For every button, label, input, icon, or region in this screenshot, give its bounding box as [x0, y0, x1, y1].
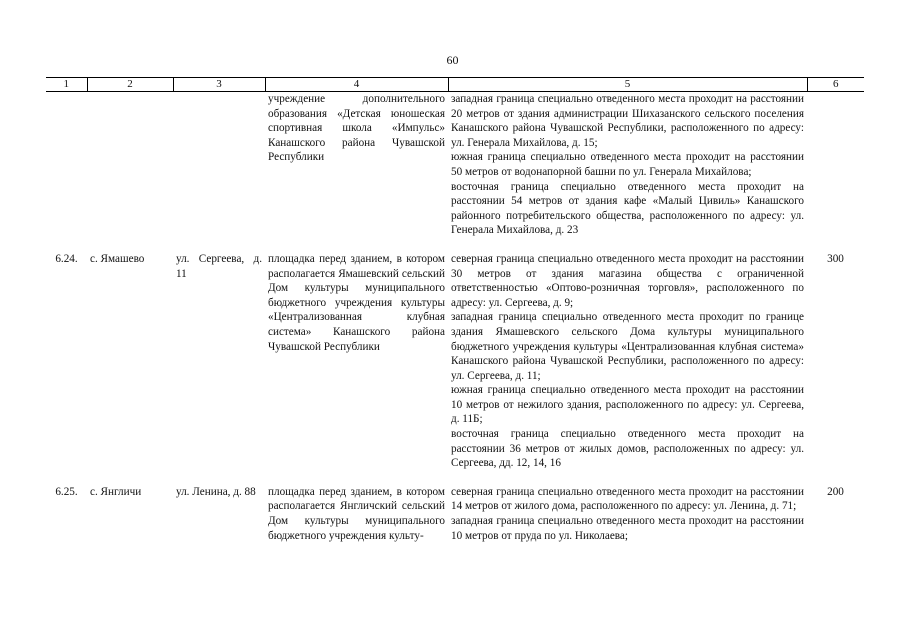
- column-header: 4: [265, 78, 448, 92]
- row-number: 6.25.: [55, 485, 78, 498]
- column-header: 6: [807, 78, 864, 92]
- boundary-paragraph: южная граница специально отведенного места проходит на расстоянии 50 метров от водонапорной башни по ул. Генерала Михайлова;: [451, 151, 804, 178]
- street-address: [173, 92, 265, 252]
- document-table: [46, 77, 864, 557]
- row-number: 6.24.: [55, 252, 78, 265]
- page-number: 60: [446, 53, 459, 67]
- row-number: [46, 92, 87, 252]
- place-count: 200: [827, 485, 844, 498]
- boundaries-cell: [448, 92, 807, 252]
- column-header: 3: [173, 78, 265, 92]
- column-header: 2: [87, 78, 173, 92]
- place-count: 300: [827, 252, 844, 265]
- object-description: площадка перед зданием, в котором располагается Ямашевский сельский Дом культуры муниципального бюджетного учреждения культуры «Централизованная клубная система» Канашского района Чувашской Республики: [268, 252, 445, 353]
- table-row: [46, 92, 864, 252]
- place-count: [807, 92, 864, 252]
- boundary-paragraph: западная граница специально отведенного места проходит на расстоянии 10 метров от пруда по ул. Николаева;: [451, 515, 804, 542]
- boundary-paragraph: западная граница специально отведенного места проходит по границе здания Ямашевского сельского Дома культуры муниципального бюджетного учреждения культуры «Централизованная клубная система» Канашского района Чувашской Республики, расположенного по адресу: ул. Сергеева, д. 11;: [451, 311, 804, 382]
- boundary-paragraph: восточная граница специально отведенного места проходит на расстоянии 36 метров от жилых домов, расположенных по адресу: ул. Сергеева, дд. 12, 14, 16: [451, 428, 804, 470]
- column-header: 5: [448, 78, 807, 92]
- table-row: [46, 252, 864, 485]
- settlement-name: с. Ямашево: [90, 252, 145, 265]
- object-description: учреждение дополнительного образования «Детская юношеская спортивная школа «Импульс» Канашского района Чувашской Республики: [268, 93, 445, 164]
- table-body: [46, 92, 864, 558]
- boundaries-cell: [448, 485, 807, 557]
- boundary-paragraph: северная граница специально отведенного места проходит на расстоянии 14 метров от жилого дома, расположенного по адресу: ул. Ленина, д. 71;: [451, 485, 804, 513]
- object-description: площадка перед зданием, в котором располагается Янгличский сельский Дом культуры муниципального бюджетного учреждения культу-: [268, 485, 445, 542]
- settlement-name: с. Янгличи: [90, 485, 142, 498]
- table-header-row: [46, 78, 864, 92]
- column-header: 1: [46, 78, 87, 92]
- street-address: ул. Ленина, д. 88: [176, 485, 256, 498]
- boundary-paragraph: восточная граница специально отведенного места проходит на расстоянии 54 метров от здания кафе «Малый Цивиль» Канашского районного потребительского общества, расположенного по адресу: ул. Генерала Михайлова, д. 23: [451, 180, 804, 237]
- boundary-paragraph: южная граница специально отведенного места проходит на расстоянии 10 метров от нежилого здания, расположенного по адресу: ул. Сергеева, д. 11Б;: [451, 384, 804, 426]
- boundary-paragraph: западная граница специально отведенного места проходит на расстоянии 20 метров от здания администрации Шихазанского сельского поселения Канашского района Чувашской Республики, расположенного по адресу: ул. Генерала Михайлова, д. 15;: [451, 93, 804, 149]
- boundary-paragraph: северная граница специально отведенного места проходит на расстоянии 30 метров от здания магазина общества с ограниченной ответственностью «Оптово-розничная торговля», расположенного по адресу: ул. Сергеева, д. 9;: [451, 252, 804, 309]
- boundaries-cell: [448, 252, 807, 485]
- settlement-name: [87, 92, 173, 252]
- table-row: [46, 485, 864, 557]
- street-address: ул. Сергеева, д. 11: [176, 252, 262, 280]
